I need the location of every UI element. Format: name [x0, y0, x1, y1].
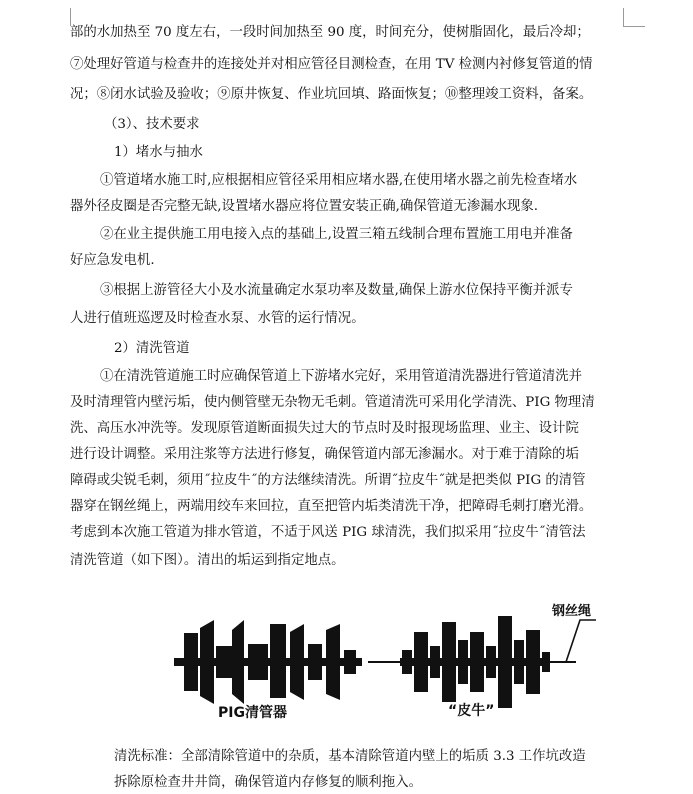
paragraph-line: ②在业主提供施工用电接入点的基础上,设置三箱五线制合理布置施工用电并准备: [100, 227, 573, 242]
wire-rope-label: 钢丝绳: [552, 604, 592, 619]
paragraph-line: ③根据上游管径大小及水流量确定水泵功率及数量,确保上游水位保持平衡并派专: [100, 283, 573, 298]
paragraph-line: 洗、高压水冲洗等。发现原管道断面损失过大的节点时及时报现场监理、业主、设计院: [70, 421, 579, 436]
paragraph-line: 障碍或尖锐毛刺，须用˝拉皮牛˝的方法继续清洗。所谓˝拉皮牛˝就是把类似 PIG 的清管: [70, 473, 586, 488]
paragraph-line: 部的水加热至 70 度左右，一段时间加热至 90 度，时间充分，使树脂固化，最后冷却；: [70, 25, 590, 40]
section-heading: （3）、技术要求: [104, 117, 200, 132]
subsection-heading: 1）堵水与抽水: [114, 145, 203, 160]
paragraph-line: 清洗管道（如下图）。清出的垢运到指定地点。: [70, 553, 345, 568]
pig-cleaner-drawing: [174, 620, 362, 704]
paragraph-line: 况；⑧闭水试验及验收；⑨原井恢复、作业坑回填、路面恢复；⑩整理竣工资料，备案。: [70, 87, 593, 102]
paragraph-line: 拆除原检查井井筒，确保管道内存修复的顺利拖入。: [114, 775, 422, 790]
paragraph-line: ①在清洗管道施工时应确保管道上下游堵水完好，采用管道清洗器进行管道清洗并: [100, 369, 583, 384]
subsection-heading: 2）清洗管道: [114, 341, 190, 356]
paragraph-line: 人进行值班巡逻及时检查水泵、水管的运行情况。: [70, 311, 365, 326]
paragraph-line: 器穿在钢丝绳上，两端用绞车来回拉，直至把管内垢类清洗干净，把障碍毛刺打磨光滑。: [70, 499, 593, 514]
paragraph-line: ⑦处理好管道与检查井的连接处并对相应管径目测检查，在用 TV 检测内衬修复管道的情: [70, 57, 593, 72]
pig-cleaner-label: PIG清管器: [218, 705, 287, 721]
paragraph-line: 清洗标准：全部清除管道中的杂质，基本清除管道内壁上的垢质 3.3 工作坑改造: [114, 749, 586, 764]
pini-label: “皮牛”: [448, 703, 495, 719]
paragraph-line: 及时清理管内壁污垢，使内侧管壁无杂物无毛刺。管道清洗可采用化学清洗、PIG 物理清: [70, 395, 595, 410]
paragraph-line: 好应急发电机.: [70, 253, 155, 268]
paragraph-line: 进行设计调整。采用注浆等方法进行修复，确保管道内部无渗漏水。对于难于清除的垢: [70, 447, 579, 462]
paragraph-line: 器外径皮圈是否完整无缺,设置堵水器应将位置安装正确,确保管道无渗漏水现象.: [70, 199, 539, 214]
paragraph-line: ①管道堵水施工时,应根据相应管径采用相应堵水器,在使用堵水器之前先检查堵水: [100, 173, 578, 188]
pini-cleaner-drawing: [368, 616, 596, 708]
paragraph-line: 考虑到本次施工管道为排水管道，不适于风送 PIG 球清洗，我们拟采用˝拉皮牛˝清管法: [70, 525, 586, 540]
